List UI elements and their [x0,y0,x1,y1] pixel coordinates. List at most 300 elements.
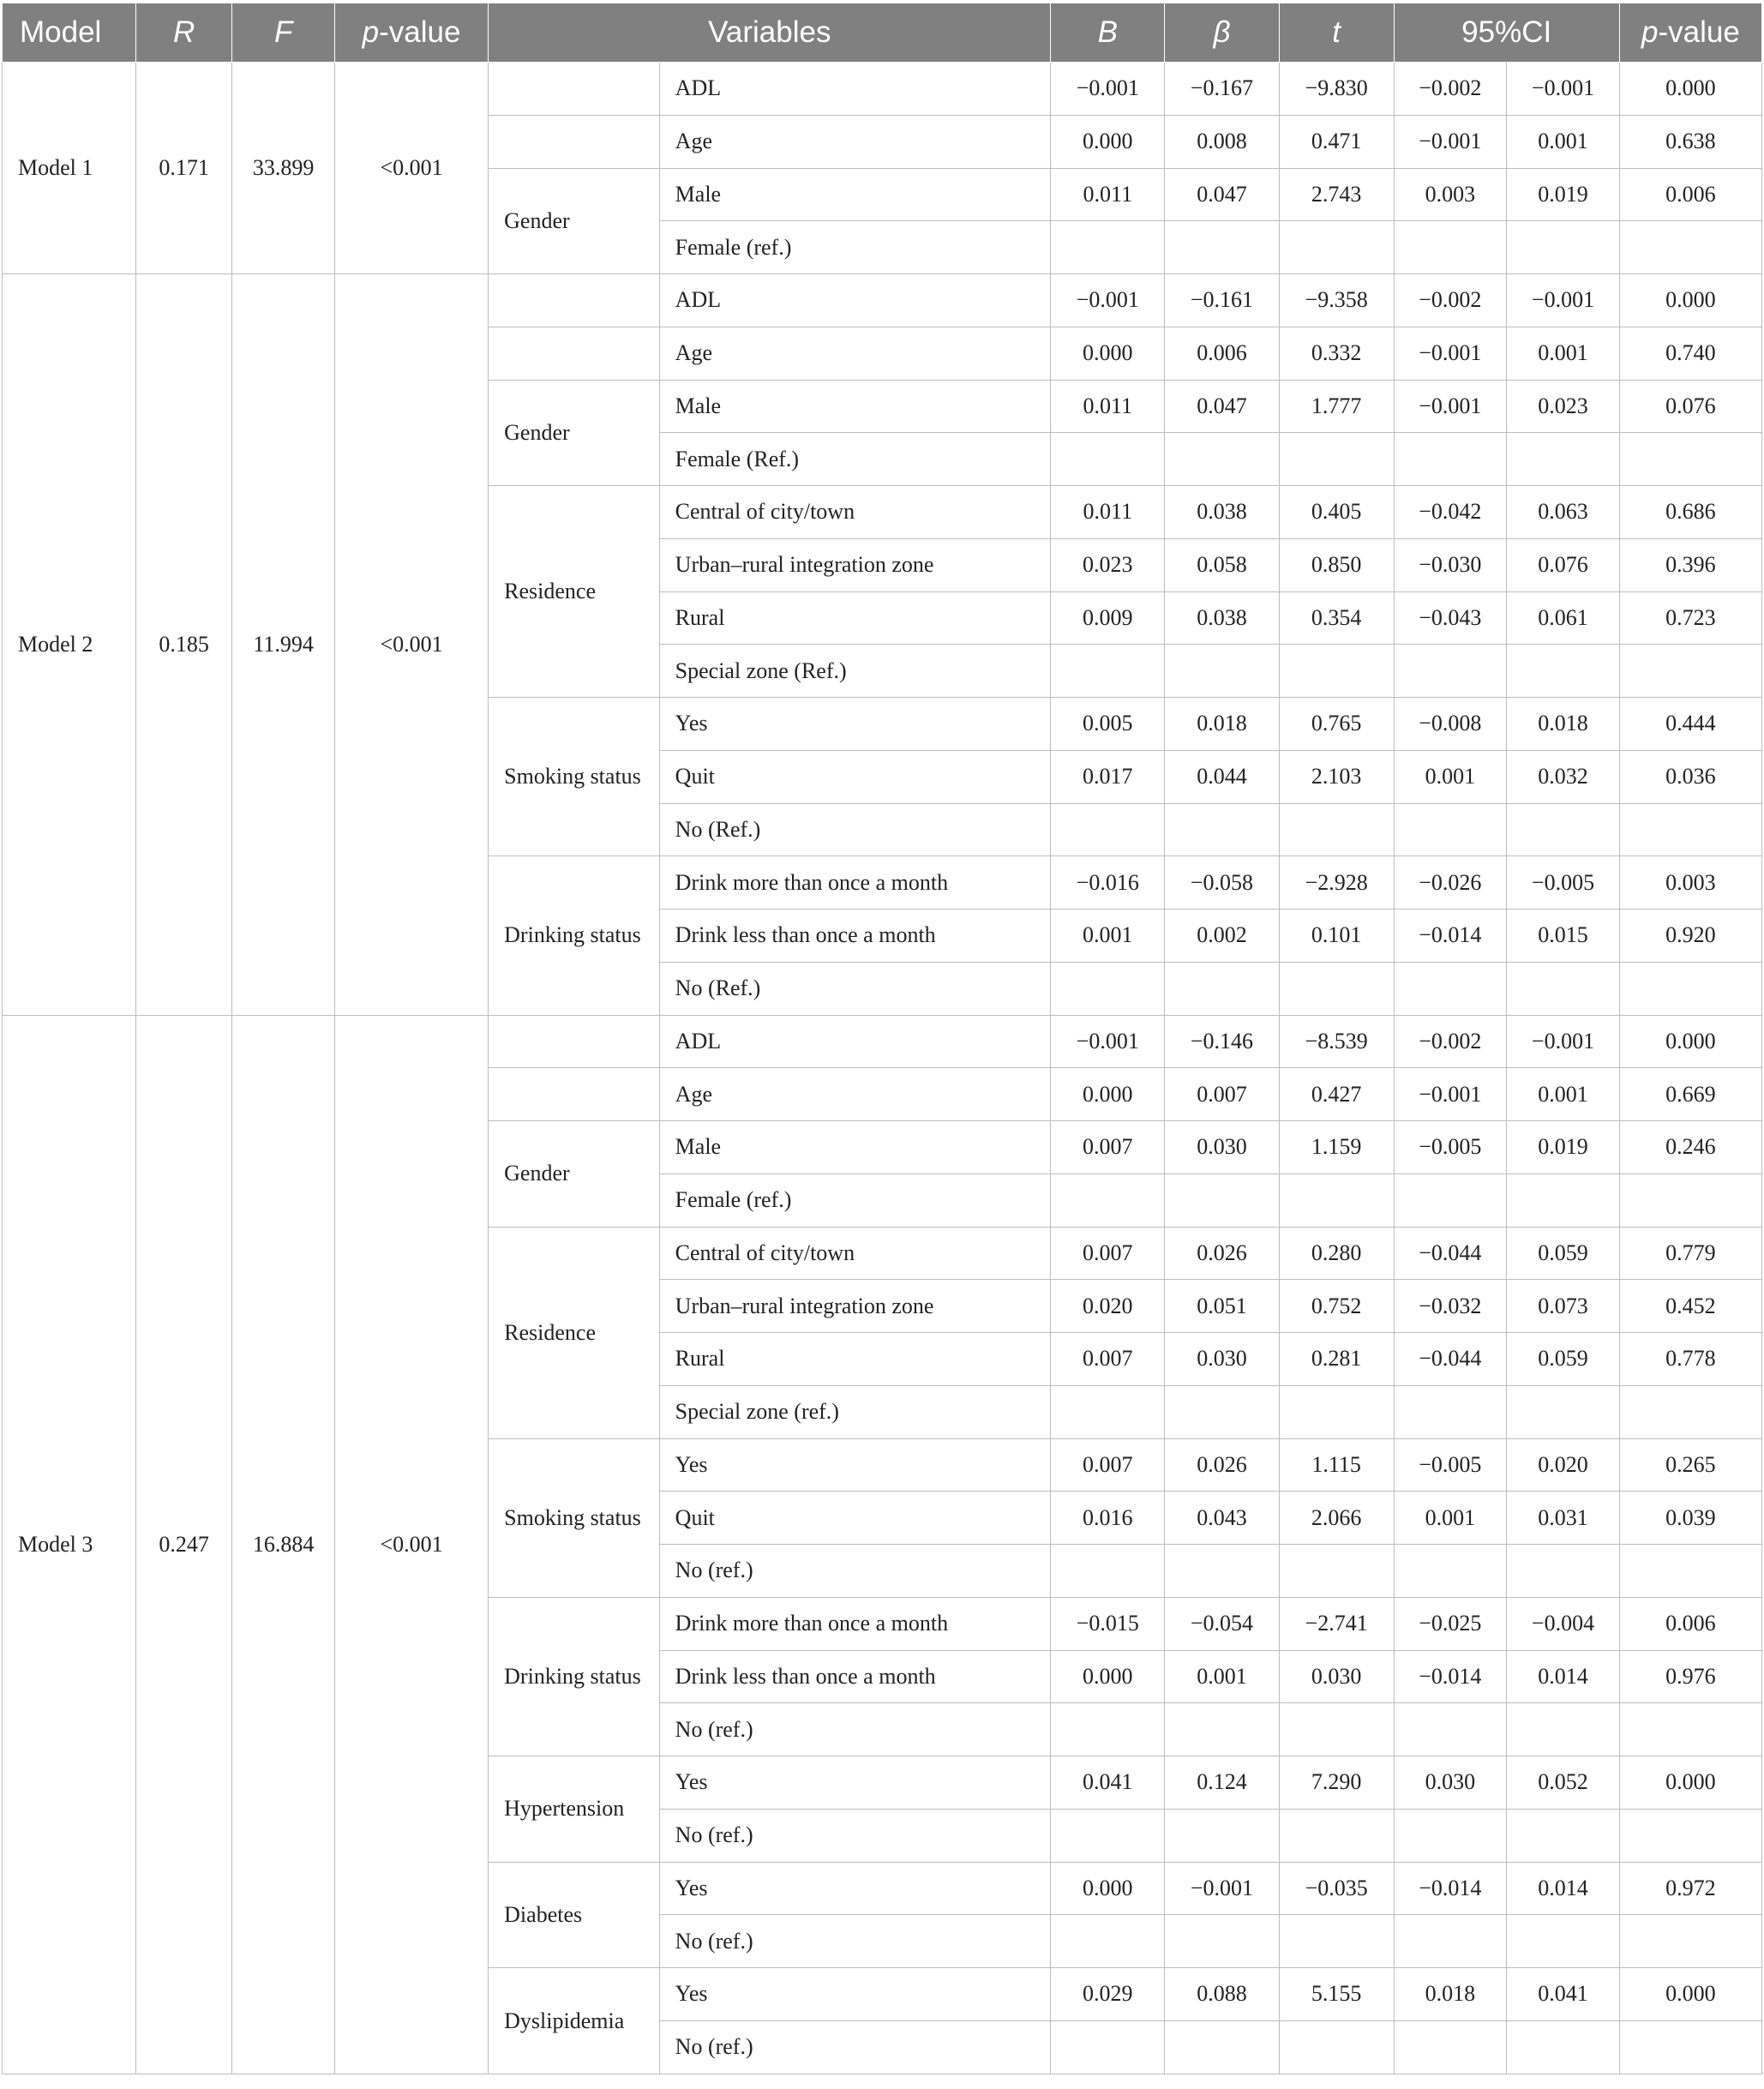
p-value-cell: 0.638 [1619,115,1761,168]
ci-upper-cell: −0.001 [1507,63,1620,116]
ci-upper-cell [1507,433,1620,486]
ci-lower-cell: −0.005 [1394,1121,1507,1174]
ci-lower-cell: −0.002 [1394,63,1507,116]
variable-cell: Yes [659,1756,1051,1810]
ci-lower-cell: −0.044 [1394,1333,1507,1386]
ci-lower-cell [1394,962,1507,1015]
b-cell: 0.017 [1051,750,1165,803]
group-label: Residence [504,1319,596,1345]
beta-cell [1165,645,1280,698]
ci-upper-cell: 0.059 [1507,1333,1620,1386]
ci-upper-cell: 0.052 [1507,1756,1620,1810]
group-label-cell [489,63,660,116]
p-value-cell: 0.452 [1619,1280,1761,1333]
variable-cell: Male [659,1121,1051,1174]
t-cell [1279,2020,1394,2074]
b-cell [1051,1809,1165,1862]
group-label-cell [489,168,660,274]
beta-cell: −0.161 [1165,274,1280,327]
t-cell: 1.115 [1279,1438,1394,1492]
ci-lower-cell [1394,1915,1507,1968]
t-cell: −2.741 [1279,1597,1394,1650]
p-value-cell: 0.039 [1619,1492,1761,1545]
group-label: Drinking status [504,922,641,948]
ci-lower-cell: −0.001 [1394,327,1507,380]
p-value-cell [1619,1703,1761,1756]
group-label-cell [489,327,660,380]
p-value-cell: 0.000 [1619,1756,1761,1810]
model-p-value-cell: <0.001 [334,63,488,274]
ci-upper-cell: 0.014 [1507,1650,1620,1703]
ci-lower-cell: 0.030 [1394,1756,1507,1810]
ci-lower-cell: −0.042 [1394,486,1507,539]
t-cell [1279,1174,1394,1227]
ci-lower-cell: −0.001 [1394,1068,1507,1121]
p-value-cell [1619,803,1761,856]
beta-cell: −0.054 [1165,1597,1280,1650]
t-cell: 2.066 [1279,1492,1394,1545]
p-value-cell: 0.778 [1619,1333,1761,1386]
b-cell [1051,221,1165,274]
ci-upper-cell: −0.005 [1507,856,1620,909]
header-t: t [1279,3,1394,63]
beta-cell: 0.043 [1165,1492,1280,1545]
ci-lower-cell: −0.002 [1394,1015,1507,1068]
variable-cell: No (Ref.) [659,803,1051,856]
p-value-cell: 0.006 [1619,1597,1761,1650]
b-cell: 0.000 [1051,1650,1165,1703]
ci-lower-cell [1394,433,1507,486]
group-label-cell [489,856,660,1015]
f-value-cell: 16.884 [232,1015,335,2074]
header-model: Model [3,3,136,63]
group-label: Residence [504,579,596,603]
group-label-cell [489,274,660,327]
ci-upper-cell [1507,645,1620,698]
ci-lower-cell [1394,2020,1507,2074]
p-value-cell: 0.723 [1619,591,1761,645]
b-cell: −0.015 [1051,1597,1165,1650]
group-label: Smoking status [504,764,641,789]
ci-upper-cell: −0.004 [1507,1597,1620,1650]
f-value-cell: 33.899 [232,63,335,274]
p-value-cell: 0.976 [1619,1650,1761,1703]
table-body [3,63,1762,2074]
ci-lower-cell [1394,1809,1507,1862]
b-cell [1051,1385,1165,1438]
t-cell [1279,1703,1394,1756]
variable-cell: No (ref.) [659,1915,1051,1968]
group-label-cell [489,1756,660,1863]
r-value-cell: 0.171 [135,63,231,274]
p-value-cell: 0.006 [1619,168,1761,221]
table-row [3,1015,1762,1068]
b-cell: 0.011 [1051,486,1165,539]
p-value-cell: 0.779 [1619,1227,1761,1280]
p-value-cell: 0.686 [1619,486,1761,539]
group-label: Smoking status [504,1504,641,1530]
b-cell [1051,1174,1165,1227]
p-value-cell [1619,1545,1761,1598]
variable-cell: Yes [659,1862,1051,1915]
beta-cell: 0.124 [1165,1756,1280,1810]
t-cell: 0.765 [1279,698,1394,751]
group-label: Gender [504,1161,570,1186]
model-p-value-cell: <0.001 [334,274,488,1016]
b-cell: 0.007 [1051,1333,1165,1386]
group-label: Drinking status [504,1663,641,1689]
b-cell [1051,645,1165,698]
b-cell [1051,962,1165,1015]
p-value-cell: 0.740 [1619,327,1761,380]
variable-cell: Special zone (ref.) [659,1385,1051,1438]
header-beta: β [1165,3,1280,63]
ci-upper-cell: 0.023 [1507,380,1620,433]
variable-cell: Male [659,380,1051,433]
variable-cell: Rural [659,591,1051,645]
ci-lower-cell: −0.001 [1394,115,1507,168]
variable-cell: No (ref.) [659,1809,1051,1862]
b-cell: 0.000 [1051,1068,1165,1121]
p-value-cell: 0.000 [1619,1968,1761,2021]
beta-cell: 0.018 [1165,698,1280,751]
beta-cell: −0.146 [1165,1015,1280,1068]
beta-cell [1165,1545,1280,1598]
ci-upper-cell: 0.031 [1507,1492,1620,1545]
ci-lower-cell: 0.003 [1394,168,1507,221]
ci-upper-cell: 0.061 [1507,591,1620,645]
variable-cell: Female (Ref.) [659,433,1051,486]
ci-upper-cell [1507,1703,1620,1756]
beta-cell [1165,1915,1280,1968]
b-cell: 0.000 [1051,1862,1165,1915]
ci-lower-cell: −0.014 [1394,909,1507,963]
ci-lower-cell: −0.026 [1394,856,1507,909]
ci-lower-cell [1394,803,1507,856]
ci-lower-cell [1394,1385,1507,1438]
t-cell [1279,962,1394,1015]
group-label-cell [489,1597,660,1756]
b-cell: 0.001 [1051,909,1165,963]
ci-lower-cell [1394,1703,1507,1756]
t-cell: 0.354 [1279,591,1394,645]
ci-lower-cell: −0.025 [1394,1597,1507,1650]
ci-upper-cell: 0.032 [1507,750,1620,803]
ci-upper-cell: 0.001 [1507,327,1620,380]
ci-upper-cell: 0.019 [1507,1121,1620,1174]
header-row [3,3,1762,63]
ci-upper-cell [1507,1809,1620,1862]
p-value-cell: 0.972 [1619,1862,1761,1915]
table-row [3,63,1762,116]
t-cell: 2.103 [1279,750,1394,803]
b-cell [1051,1703,1165,1756]
group-label-cell [489,1227,660,1438]
p-value-cell: 0.265 [1619,1438,1761,1492]
variable-cell: Central of city/town [659,486,1051,539]
variable-cell: ADL [659,1015,1051,1068]
t-cell: 0.752 [1279,1280,1394,1333]
variable-cell: ADL [659,63,1051,116]
p-value-cell [1619,645,1761,698]
t-cell [1279,1915,1394,1968]
t-cell [1279,1545,1394,1598]
beta-cell: 0.047 [1165,168,1280,221]
group-label-cell [489,1015,660,1068]
beta-cell: 0.038 [1165,486,1280,539]
t-cell: 1.777 [1279,380,1394,433]
variable-cell: No (Ref.) [659,962,1051,1015]
regression-table [2,3,1762,2074]
b-cell [1051,803,1165,856]
ci-lower-cell: −0.005 [1394,1438,1507,1492]
ci-upper-cell: 0.073 [1507,1280,1620,1333]
variable-cell: No (ref.) [659,1545,1051,1598]
b-cell: 0.016 [1051,1492,1165,1545]
beta-cell [1165,1385,1280,1438]
t-cell: 0.101 [1279,909,1394,963]
variable-cell: No (ref.) [659,1703,1051,1756]
t-cell: −8.539 [1279,1015,1394,1068]
ci-lower-cell: 0.018 [1394,1968,1507,2021]
b-cell: 0.007 [1051,1438,1165,1492]
ci-upper-cell [1507,1174,1620,1227]
b-cell: −0.001 [1051,63,1165,116]
p-value-cell [1619,1915,1761,1968]
model-name-cell: Model 3 [3,1015,136,2074]
ci-lower-cell: −0.001 [1394,380,1507,433]
b-cell: 0.009 [1051,591,1165,645]
ci-lower-cell [1394,645,1507,698]
variable-cell: No (ref.) [659,2020,1051,2074]
variable-cell: Urban–rural integration zone [659,538,1051,591]
variable-cell: Urban–rural integration zone [659,1280,1051,1333]
ci-lower-cell: 0.001 [1394,1492,1507,1545]
t-cell [1279,221,1394,274]
ci-upper-cell [1507,1385,1620,1438]
b-cell [1051,433,1165,486]
beta-cell: −0.167 [1165,63,1280,116]
b-cell [1051,2020,1165,2074]
b-cell: 0.041 [1051,1756,1165,1810]
p-value-cell: 0.003 [1619,856,1761,909]
header-p-value: p-value [334,3,488,63]
ci-lower-cell [1394,1545,1507,1598]
variable-cell: Drink less than once a month [659,1650,1051,1703]
p-value-cell [1619,2020,1761,2074]
variable-cell: Quit [659,1492,1051,1545]
ci-upper-cell: −0.001 [1507,1015,1620,1068]
beta-cell: 0.058 [1165,538,1280,591]
beta-cell: 0.008 [1165,115,1280,168]
variable-cell: Drink more than once a month [659,1597,1051,1650]
ci-upper-cell [1507,221,1620,274]
header-f: F [232,3,335,63]
beta-cell: 0.088 [1165,1968,1280,2021]
variable-cell: Female (ref.) [659,221,1051,274]
ci-upper-cell: 0.019 [1507,168,1620,221]
ci-upper-cell: 0.018 [1507,698,1620,751]
ci-lower-cell: −0.014 [1394,1862,1507,1915]
t-cell: 5.155 [1279,1968,1394,2021]
p-value-cell [1619,1174,1761,1227]
variable-cell: Age [659,115,1051,168]
p-value-cell: 0.246 [1619,1121,1761,1174]
beta-cell: 0.026 [1165,1438,1280,1492]
ci-upper-cell: 0.059 [1507,1227,1620,1280]
variable-cell: Drink more than once a month [659,856,1051,909]
group-label-cell [489,380,660,486]
beta-cell: −0.001 [1165,1862,1280,1915]
b-cell: 0.007 [1051,1227,1165,1280]
beta-cell: 0.001 [1165,1650,1280,1703]
ci-upper-cell [1507,1915,1620,1968]
r-value-cell: 0.247 [135,1015,231,2074]
b-cell: 0.007 [1051,1121,1165,1174]
ci-lower-cell: 0.001 [1394,750,1507,803]
model-name-cell: Model 1 [3,63,136,274]
t-cell: −2.928 [1279,856,1394,909]
variable-cell: Age [659,327,1051,380]
ci-upper-cell [1507,962,1620,1015]
ci-upper-cell [1507,1545,1620,1598]
ci-lower-cell: −0.044 [1394,1227,1507,1280]
beta-cell [1165,221,1280,274]
beta-cell [1165,1703,1280,1756]
group-label-cell [489,486,660,698]
f-value-cell: 11.994 [232,274,335,1016]
t-cell: 0.405 [1279,486,1394,539]
group-label: Gender [504,419,570,445]
variable-cell: Rural [659,1333,1051,1386]
variable-cell: Central of city/town [659,1227,1051,1280]
header-ci: 95%CI [1394,3,1619,63]
b-cell: −0.001 [1051,274,1165,327]
p-value-cell: 0.000 [1619,1015,1761,1068]
b-cell: −0.001 [1051,1015,1165,1068]
t-cell: 0.280 [1279,1227,1394,1280]
ci-lower-cell [1394,1174,1507,1227]
beta-cell: 0.038 [1165,591,1280,645]
t-cell: 0.850 [1279,538,1394,591]
t-cell [1279,1385,1394,1438]
variable-cell: Yes [659,1968,1051,2021]
group-label: Gender [504,207,570,233]
beta-cell [1165,1809,1280,1862]
header-p-value-2: p-value [1619,3,1761,63]
ci-upper-cell: 0.014 [1507,1862,1620,1915]
t-cell: 0.281 [1279,1333,1394,1386]
b-cell [1051,1915,1165,1968]
group-label-cell [489,1121,660,1228]
beta-cell: 0.007 [1165,1068,1280,1121]
group-label-cell [489,1862,660,1968]
header-b: B [1051,3,1165,63]
b-cell: 0.011 [1051,380,1165,433]
beta-cell: 0.030 [1165,1121,1280,1174]
p-value-cell: 0.444 [1619,698,1761,751]
p-value-cell [1619,433,1761,486]
beta-cell [1165,433,1280,486]
t-cell: 2.743 [1279,168,1394,221]
t-cell: 0.332 [1279,327,1394,380]
variable-cell: Male [659,168,1051,221]
group-label-cell [489,1968,660,2074]
ci-upper-cell: 0.001 [1507,1068,1620,1121]
beta-cell: 0.002 [1165,909,1280,963]
beta-cell: 0.051 [1165,1280,1280,1333]
b-cell: 0.011 [1051,168,1165,221]
p-value-cell: 0.036 [1619,750,1761,803]
t-cell: −9.358 [1279,274,1394,327]
group-label-cell [489,698,660,856]
variable-cell: Female (ref.) [659,1174,1051,1227]
t-cell: −9.830 [1279,63,1394,116]
group-label: Hypertension [504,1796,625,1822]
ci-upper-cell: 0.020 [1507,1438,1620,1492]
b-cell: 0.000 [1051,115,1165,168]
ci-upper-cell: 0.001 [1507,115,1620,168]
beta-cell [1165,1174,1280,1227]
beta-cell: 0.030 [1165,1333,1280,1386]
ci-upper-cell [1507,2020,1620,2074]
t-cell [1279,1809,1394,1862]
p-value-cell: 0.396 [1619,538,1761,591]
beta-cell: −0.058 [1165,856,1280,909]
header-r: R [135,3,231,63]
p-value-cell [1619,962,1761,1015]
t-cell: 7.290 [1279,1756,1394,1810]
t-cell [1279,645,1394,698]
ci-lower-cell: −0.014 [1394,1650,1507,1703]
group-label-cell [489,1438,660,1597]
t-cell: 0.427 [1279,1068,1394,1121]
t-cell: −0.035 [1279,1862,1394,1915]
header-variables: Variables [489,3,1051,63]
ci-upper-cell: 0.041 [1507,1968,1620,2021]
b-cell: 0.023 [1051,538,1165,591]
ci-lower-cell: −0.030 [1394,538,1507,591]
b-cell: −0.016 [1051,856,1165,909]
beta-cell: 0.006 [1165,327,1280,380]
variable-cell: Drink less than once a month [659,909,1051,963]
beta-cell: 0.044 [1165,750,1280,803]
t-cell [1279,433,1394,486]
variable-cell: Age [659,1068,1051,1121]
r-value-cell: 0.185 [135,274,231,1016]
p-value-cell: 0.669 [1619,1068,1761,1121]
ci-lower-cell [1394,221,1507,274]
b-cell: 0.005 [1051,698,1165,751]
beta-cell [1165,962,1280,1015]
model-p-value-cell: <0.001 [334,1015,488,2074]
p-value-cell [1619,221,1761,274]
t-cell: 0.030 [1279,1650,1394,1703]
ci-lower-cell: −0.043 [1394,591,1507,645]
model-name-cell: Model 2 [3,274,136,1016]
ci-upper-cell [1507,803,1620,856]
ci-lower-cell: −0.032 [1394,1280,1507,1333]
variable-cell: Quit [659,750,1051,803]
p-value-cell [1619,1385,1761,1438]
group-label: Diabetes [504,1901,583,1927]
ci-upper-cell: 0.076 [1507,538,1620,591]
beta-cell [1165,803,1280,856]
ci-upper-cell: 0.063 [1507,486,1620,539]
p-value-cell: 0.920 [1619,909,1761,963]
variable-cell: Yes [659,1438,1051,1492]
p-value-cell [1619,1809,1761,1862]
